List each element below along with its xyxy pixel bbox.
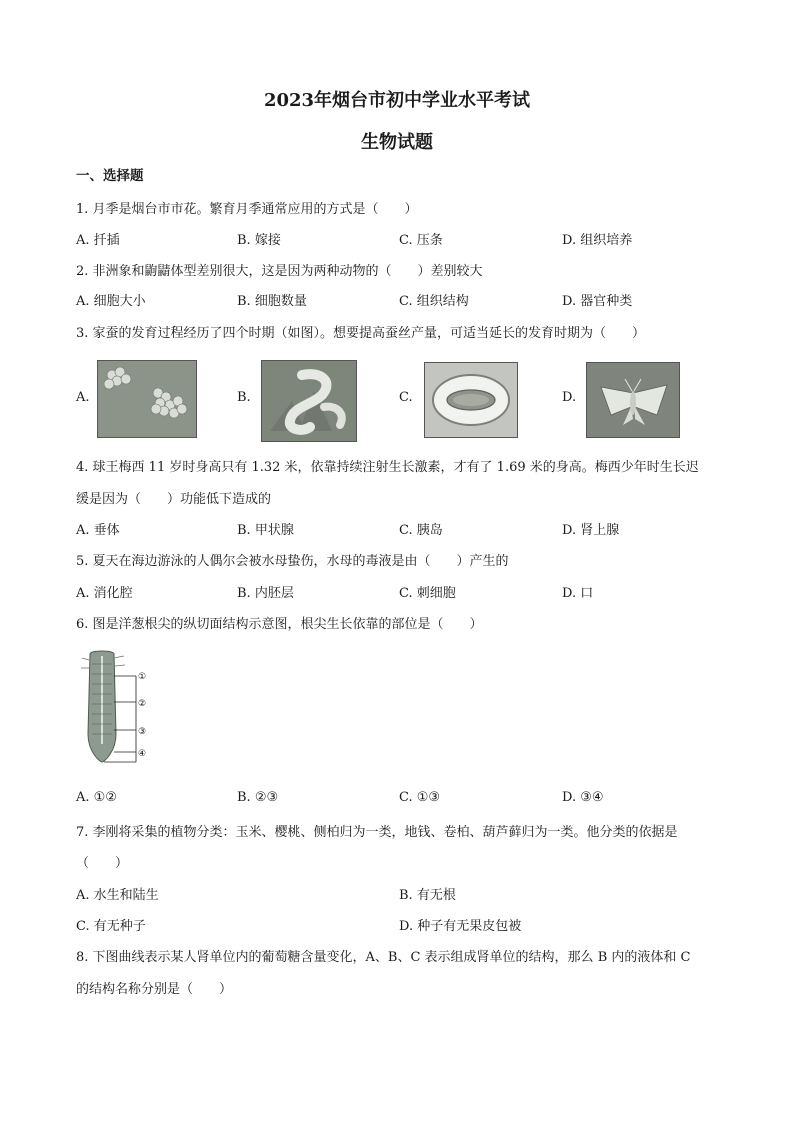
q4-option-c[interactable]: C. 胰岛 <box>399 523 443 538</box>
figure-label-4: ④ <box>138 749 147 759</box>
q7-option-c[interactable]: C. 有无种子 <box>76 919 146 934</box>
q1-option-d[interactable]: D. 组织培养 <box>562 233 633 248</box>
question-1-stem: 1. 月季是烟台市市花。繁育月季通常应用的方式是（ ） <box>76 202 418 217</box>
question-4-stem-line1: 4. 球王梅西 11 岁时身高只有 1.32 米，依靠持续注射生长激素，才有了 1.69 米的身高。梅西少年时生长迟 <box>76 460 699 475</box>
q6-option-a[interactable]: A. ①② <box>76 790 117 805</box>
question-5-stem: 5. 夏天在海边游泳的人偶尔会被水母蛰伤，水母的毒液是由（ ）产生的 <box>76 554 509 569</box>
silkworm-moth-image <box>586 362 680 438</box>
silkworm-egg-image <box>97 360 197 438</box>
q1-option-a[interactable]: A. 扦插 <box>76 233 120 248</box>
q7-option-b[interactable]: B. 有无根 <box>399 888 456 903</box>
q2-option-c[interactable]: C. 组织结构 <box>399 294 469 309</box>
onion-root-tip-figure <box>80 648 160 766</box>
q1-option-c[interactable]: C. 压条 <box>399 233 443 248</box>
q2-option-b[interactable]: B. 细胞数量 <box>237 294 307 309</box>
q7-option-d[interactable]: D. 种子有无果皮包被 <box>399 919 522 934</box>
q3-option-b[interactable]: B. <box>237 390 251 405</box>
q4-option-d[interactable]: D. 肾上腺 <box>562 523 620 538</box>
q3-option-c[interactable]: C. <box>399 390 413 405</box>
q5-option-a[interactable]: A. 消化腔 <box>76 586 133 601</box>
q5-option-d[interactable]: D. 口 <box>562 586 594 601</box>
figure-label-2: ② <box>138 699 147 709</box>
q3-option-a[interactable]: A. <box>76 390 90 405</box>
q6-option-c[interactable]: C. ①③ <box>399 790 441 805</box>
figure-label-3: ③ <box>138 727 147 737</box>
q5-option-c[interactable]: C. 刺细胞 <box>399 586 456 601</box>
page-subtitle: 生物试题 <box>361 132 433 153</box>
q2-option-d[interactable]: D. 器官种类 <box>562 294 633 309</box>
question-3-stem: 3. 家蚕的发育过程经历了四个时期（如图）。想要提高蚕丝产量，可适当延长的发育时期为（ ） <box>76 326 646 341</box>
silkworm-cocoon-image <box>424 362 518 438</box>
q6-option-b[interactable]: B. ②③ <box>237 790 279 805</box>
q4-option-b[interactable]: B. 甲状腺 <box>237 523 294 538</box>
figure-label-1: ① <box>138 672 147 682</box>
question-2-stem: 2. 非洲象和鼩鼱体型差别很大，这是因为两种动物的（ ）差别较大 <box>76 264 483 279</box>
silkworm-larva-image <box>261 360 357 442</box>
question-4-stem-line2: 缓是因为（ ）功能低下造成的 <box>76 492 272 507</box>
page-title: 2023年烟台市初中学业水平考试 <box>263 90 531 111</box>
section-heading: 一、选择题 <box>76 168 144 184</box>
q4-option-a[interactable]: A. 垂体 <box>76 523 120 538</box>
q1-option-b[interactable]: B. 嫁接 <box>237 233 281 248</box>
q5-option-b[interactable]: B. 内胚层 <box>237 586 294 601</box>
question-6-stem: 6. 图是洋葱根尖的纵切面结构示意图，根尖生长依靠的部位是（ ） <box>76 617 483 632</box>
q6-option-d[interactable]: D. ③④ <box>562 790 604 805</box>
q3-option-d[interactable]: D. <box>562 390 577 405</box>
question-7-stem-line1: 7. 李刚将采集的植物分类：玉米、樱桃、侧柏归为一类，地钱、卷柏、葫芦藓归为一类。他分类的依据是 <box>76 825 678 840</box>
q2-option-a[interactable]: A. 细胞大小 <box>76 294 146 309</box>
question-8-stem-line1: 8. 下图曲线表示某人肾单位内的葡萄糖含量变化，A、B、C 表示组成肾单位的结构，那么 B 内的液体和 C <box>76 950 691 965</box>
q7-option-a[interactable]: A. 水生和陆生 <box>76 888 159 903</box>
question-7-stem-line2: （ ） <box>76 856 129 871</box>
question-8-stem-line2: 的结构名称分别是（ ） <box>76 982 233 997</box>
